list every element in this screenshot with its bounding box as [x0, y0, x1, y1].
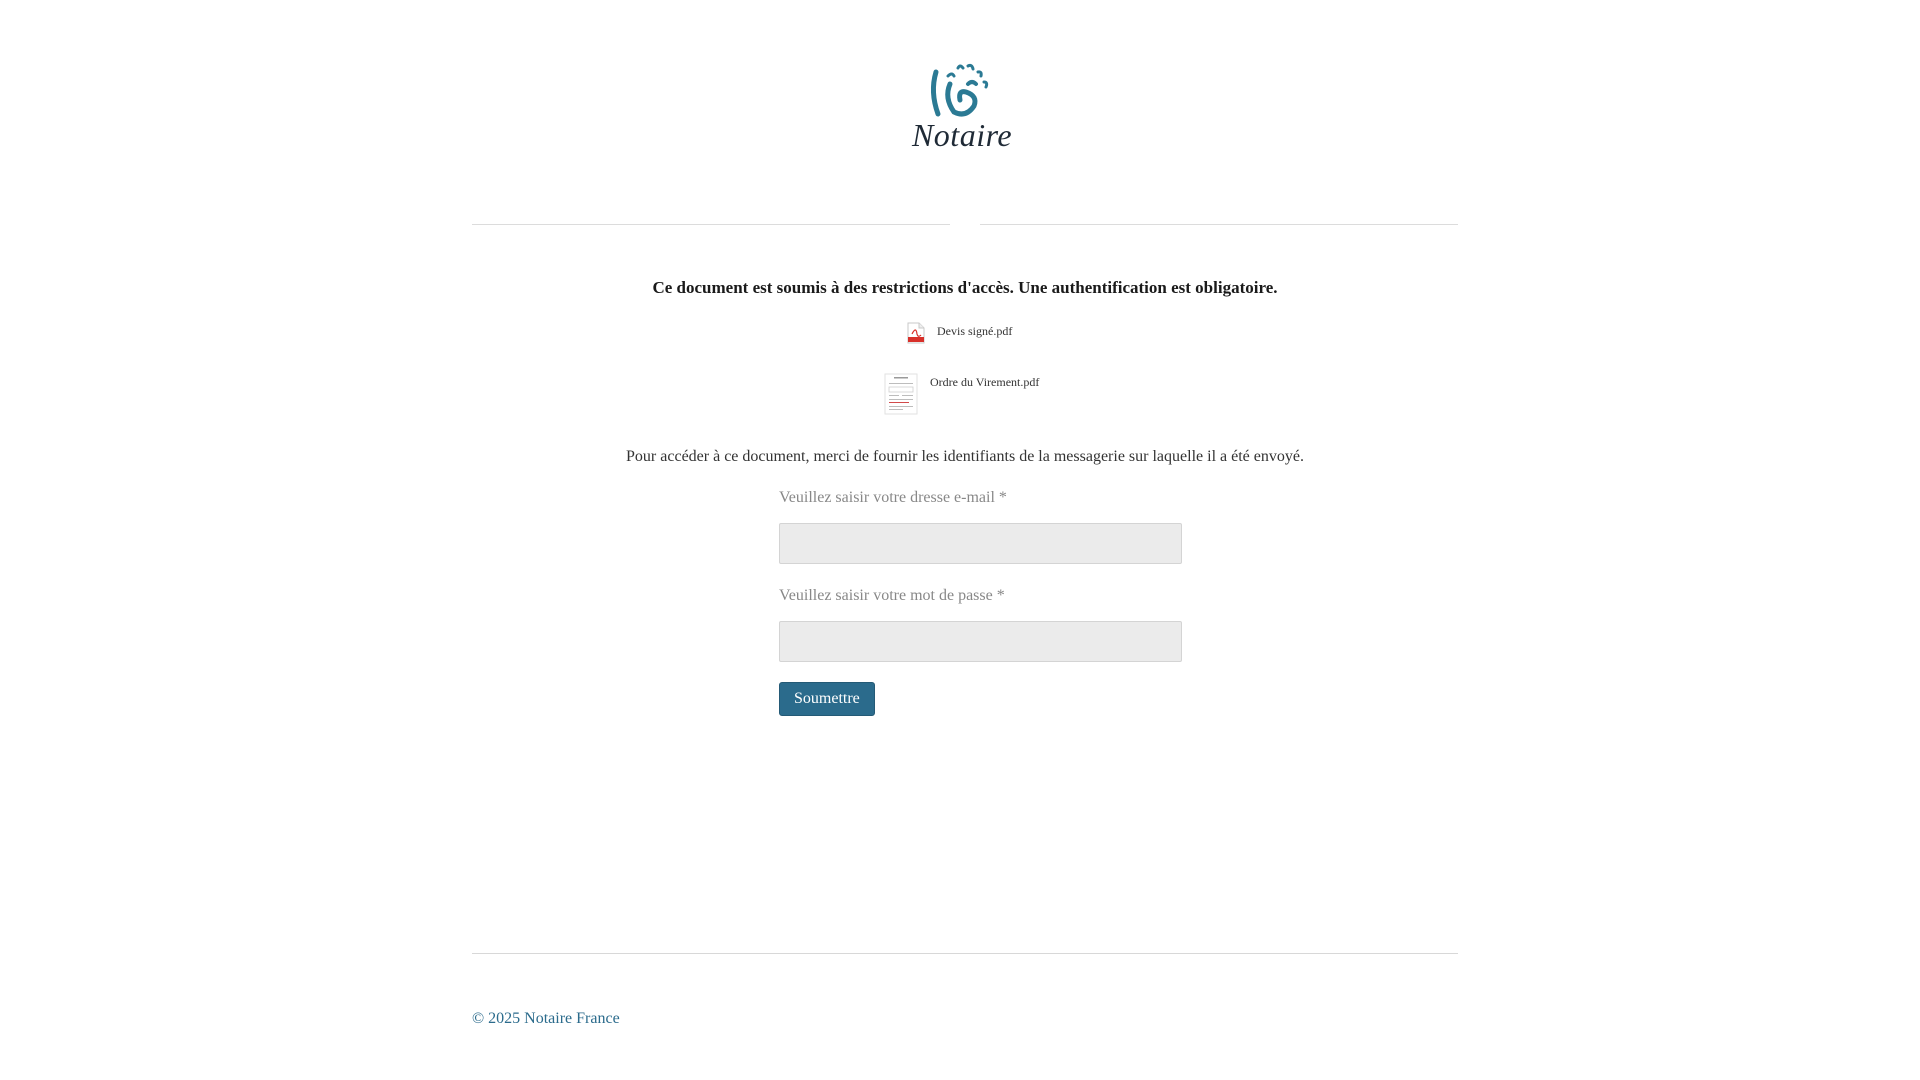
file-item-devis[interactable]	[907, 322, 1012, 344]
password-field[interactable]	[779, 621, 1182, 662]
logo-text: Notaire	[911, 117, 1013, 153]
file-item-ordre-virement[interactable]	[884, 373, 1039, 415]
submit-button[interactable]: Soumettre	[779, 682, 875, 716]
header-divider-right	[980, 224, 1458, 225]
login-form	[779, 488, 1182, 716]
footer-copyright: © 2025 Notaire France	[472, 1010, 620, 1027]
pdf-file-icon	[907, 322, 925, 344]
file-name: Devis signé.pdf	[937, 324, 1013, 338]
password-label: Veuillez saisir votre mot de passe *	[779, 587, 1005, 604]
notaire-emblem-icon	[908, 62, 1016, 122]
email-label: Veuillez saisir votre dresse e-mail *	[779, 489, 1007, 506]
field-spacer	[779, 564, 1182, 586]
email-field[interactable]	[779, 523, 1182, 564]
document-thumbnail-icon	[884, 373, 918, 415]
brand-logo	[908, 62, 1016, 162]
file-name: Ordre du Virement.pdf	[930, 375, 1040, 389]
footer-divider	[472, 953, 1458, 954]
header-divider-left	[472, 224, 950, 225]
instructions-text: Pour accéder à ce document, merci de fournir les identifiants de la messagerie sur laquelle il a été envoyé.	[626, 448, 1304, 465]
access-restriction-headline: Ce document est soumis à des restrictions d'accès. Une authentification est obligatoire.	[652, 278, 1278, 297]
